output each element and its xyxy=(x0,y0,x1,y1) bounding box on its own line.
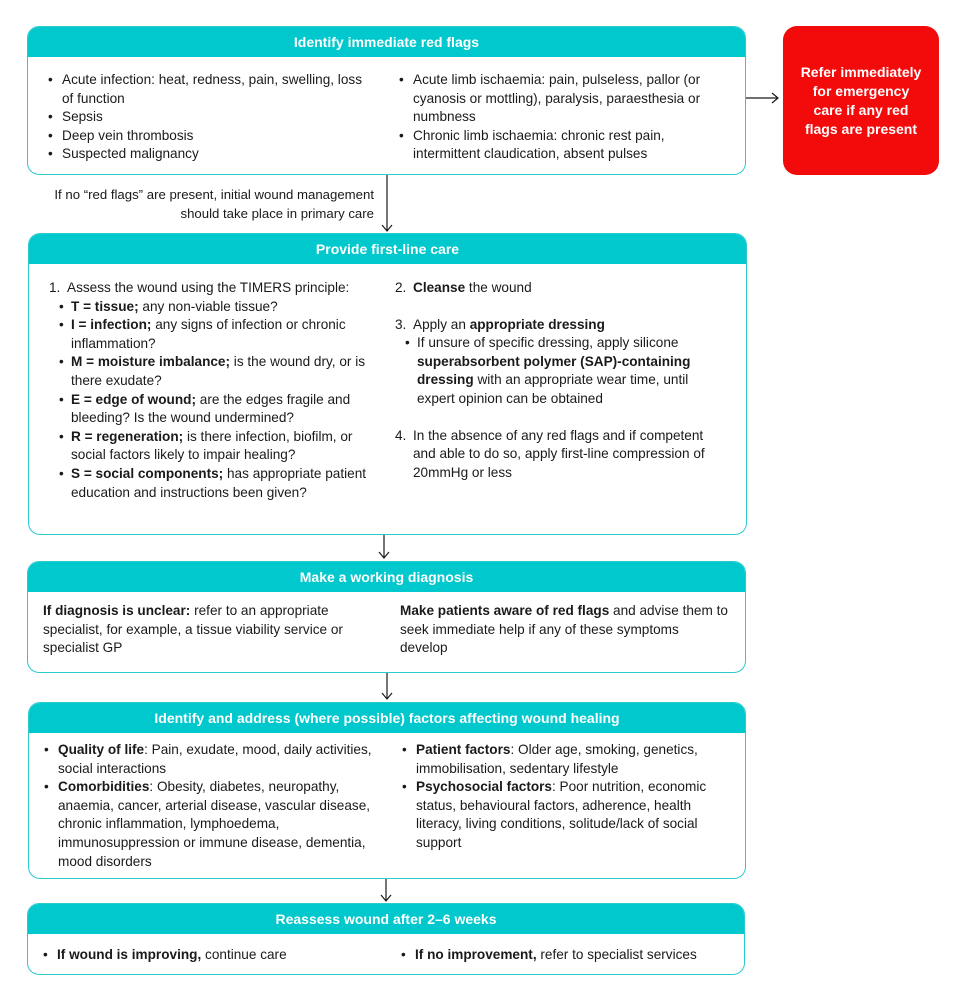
list-item: • Acute limb ischaemia: pain, pulseless, pallor (or cyanosis or mottling), paralysis, paraesthesia or numbness xyxy=(399,71,719,127)
factors-title: Identify and address (where possible) factors affecting wound healing xyxy=(29,703,745,733)
no-red-flags-note: If no “red flags” are present, initial wound management should take place in primary care xyxy=(54,187,374,221)
list-item: • R = regeneration; is there infection, biofilm, or social factors likely to impair healing? xyxy=(59,428,379,465)
list-item: • Acute infection: heat, redness, pain, swelling, loss of function xyxy=(48,71,368,108)
list-item: • Psychosocial factors: Poor nutrition, economic status, behavioural factors, adherence, health literacy, living conditions, solitude/lack of social support xyxy=(402,778,732,852)
list-item: • T = tissue; any non-viable tissue? xyxy=(59,298,379,317)
diagnosis-right: Make patients aware of red flags and advise them to seek immediate help if any of these symptoms develop xyxy=(400,603,728,656)
step-2: 2. Cleanse the wound xyxy=(395,280,532,295)
step-4: 4. In the absence of any red flags and if competent and able to do so, apply first-line compression of 20mmHg or less xyxy=(395,427,705,480)
list-item: • S = social components; has appropriate patient education and instructions been given? xyxy=(59,465,379,502)
list-item: • If wound is improving, continue care xyxy=(43,946,383,965)
list-item: • E = edge of wound; are the edges fragile and bleeding? Is the wound undermined? xyxy=(59,391,379,428)
list-item: • Patient factors: Older age, smoking, genetics, immobilisation, sedentary lifestyle xyxy=(402,741,732,778)
emergency-referral-text: Refer immediately for emergency care if any red flags are present xyxy=(800,63,922,137)
first-line-care-title: Provide first-line care xyxy=(29,234,746,264)
list-item: • If unsure of specific dressing, apply silicone superabsorbent polymer (SAP)-containing dressing with an appropriate wear time, until expert opinion can be obtained xyxy=(405,334,725,408)
list-item: • Quality of life: Pain, exudate, mood, daily activities, social interactions xyxy=(44,741,376,778)
list-item: • Comorbidities: Obesity, diabetes, neuropathy, anaemia, cancer, arterial disease, vascular disease, chronic inflammation, lymphoedema, immunosuppression or immune disease, dementia, mood disorders xyxy=(44,778,376,871)
red-flags-title: Identify immediate red flags xyxy=(28,27,745,57)
list-item: • I = infection; any signs of infection or chronic inflammation? xyxy=(59,316,379,353)
step-3: 3. Apply an appropriate dressing xyxy=(395,316,605,332)
list-item: • M = moisture imbalance; is the wound dry, or is there exudate? xyxy=(59,353,379,390)
list-item: • If no improvement, refer to specialist services xyxy=(401,946,741,965)
list-item: • Chronic limb ischaemia: chronic rest pain, intermittent claudication, absent pulses xyxy=(399,127,719,164)
diagnosis-left: If diagnosis is unclear: refer to an appropriate specialist, for example, a tissue viability service or specialist GP xyxy=(43,603,343,656)
list-item: • Suspected malignancy xyxy=(48,145,368,164)
diagnosis-title: Make a working diagnosis xyxy=(28,562,745,592)
step-1: 1. Assess the wound using the TIMERS principle: xyxy=(49,280,350,295)
list-item: • Deep vein thrombosis xyxy=(48,127,368,146)
reassess-title: Reassess wound after 2–6 weeks xyxy=(28,904,744,934)
list-item: • Sepsis xyxy=(48,108,368,127)
